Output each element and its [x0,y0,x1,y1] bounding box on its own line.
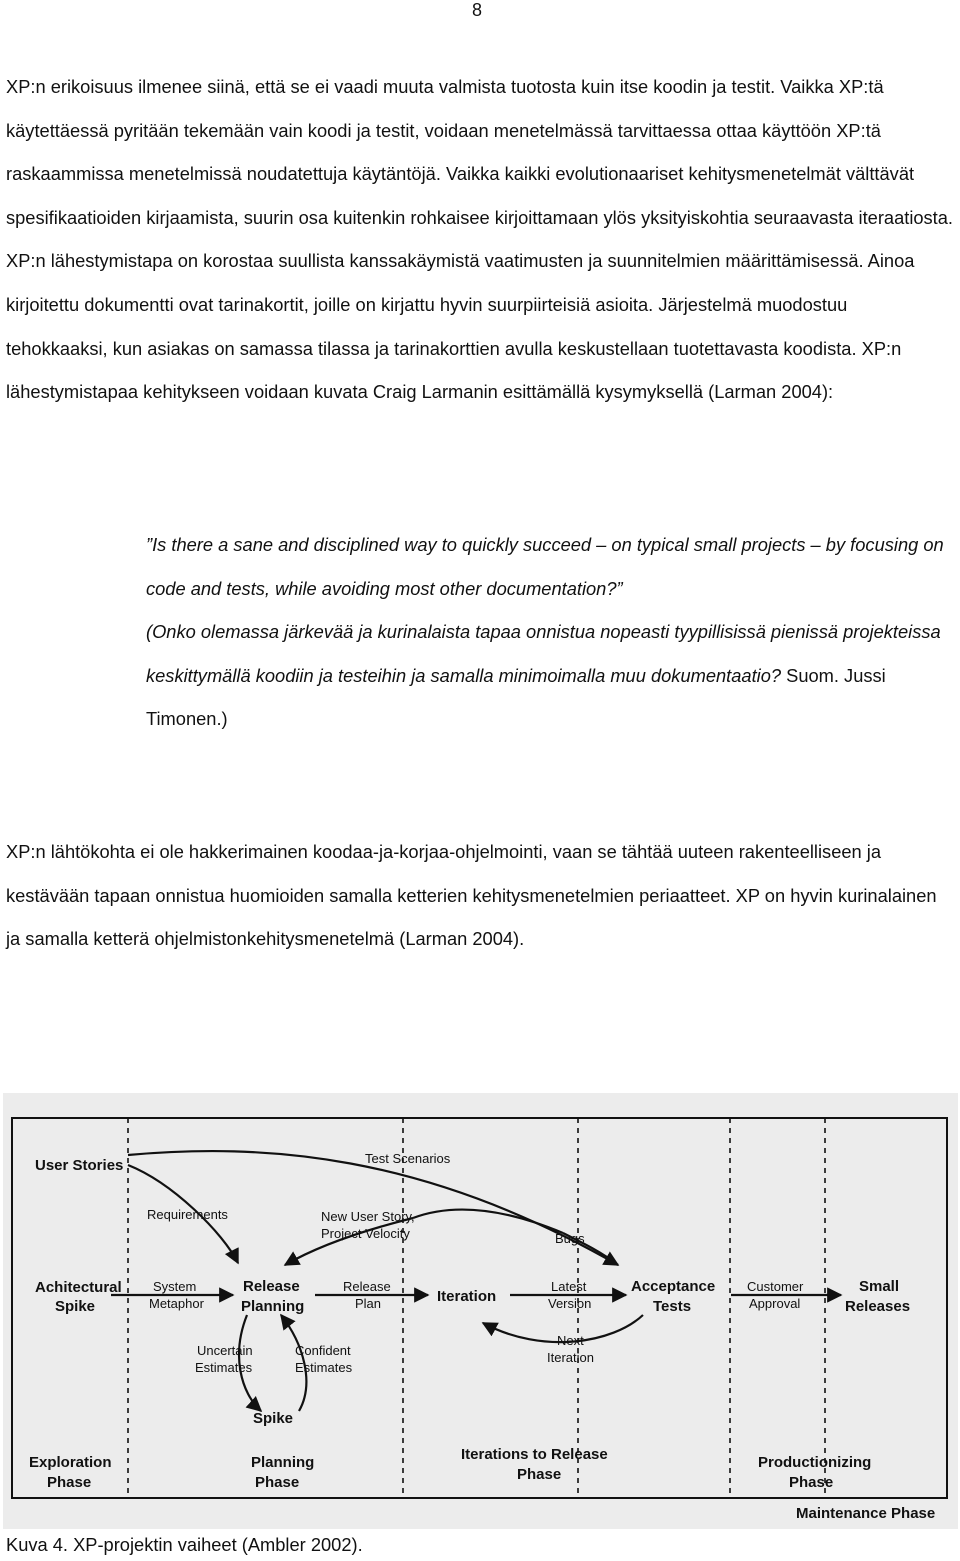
box-planning-phase: Phase [255,1474,300,1491]
box-acceptance: Acceptance [631,1278,716,1295]
xp-lifecycle-diagram [3,1093,958,1529]
label-latest: Latest [551,1279,587,1294]
paragraph-xp-starting-point: XP:n lähtökohta ei ole hakkerimainen koodaa-ja-korjaa-ohjelmointi, vaan se tähtää uuteen rakenteelliseen ja kestävään tapaan onnistua huomioiden samalla ketterien kehitysmenetelmien periaatteet. XP on hyvin kurinalainen ja samalla ketterä ohjelmistonkehitysmenetelmä (Larman 2004). [6,841,937,950]
label-next: Next [557,1333,584,1348]
box-release: Release [243,1278,300,1295]
label-uncertain-estimates: Estimates [195,1360,253,1375]
box-releases: Releases [845,1298,911,1315]
box-iterations-to-release: Iterations to Release [461,1446,608,1463]
box-planning: Planning [241,1298,305,1315]
box-productionizing: Productionizing [758,1454,872,1471]
box-planning-title: Planning [251,1454,315,1471]
paragraph-intro: XP:n erikoisuus ilmenee siinä, että se ei vaadi muuta valmista tuotosta kuin itse koodin ja testit. Vaikka XP:tä käytettäessä pyritään tekemään vain koodi ja testit, voidaan menetelmässä tarvittaessa ottaa käyttöön XP:tä raskaammissa menetelmissä noudatettuja käytäntöjä. Vaikka kaikki evolutionaariset kehitysmenetelmät välttävät spesifikaatioiden kirjaamista, suurin osa kuitenkin rohkaisee kirjoittamaan ylös yksityiskohtia seuraavasta iteraatiosta. XP:n lähestymistapa on korostaa suullista kanssakäymistä vaatimusten ja suunnitelmien määrittämisessä. Ainoa kirjoitettu dokumentti ovat tarinakortit, joille on kirjattu hyvin suurpiirteisiä asioita. Järjestelmä muodostuu tehokkaaksi, kun asiakas on samassa tilassa ja tarinakorttien avulla keskustellaan tuotettavasta koodista. XP:n lähestymistapaa kehitykseen voidaan kuvata Craig Larmanin esittämällä kysymyksellä (Larman 2004): [6,76,954,403]
quote-english: ”Is there a sane and disciplined way to quickly succeed – on typical small projects – by focusing on code and tests, while avoiding most other documentation?” [146,534,944,599]
label-version: Version [548,1296,592,1311]
label-plan: Plan [355,1296,382,1311]
box-spike: Spike [253,1410,294,1427]
label-requirements: Requirements [147,1207,228,1222]
label-bugs: Bugs [555,1231,585,1246]
box-user-stories: User Stories [35,1157,124,1174]
label-release: Release [343,1279,391,1294]
box-small: Small [859,1278,900,1295]
label-confident-estimates: Estimates [295,1360,353,1375]
box-iteration: Iteration [437,1288,497,1305]
box-maintenance-phase: Maintenance Phase [796,1505,936,1522]
box-achitectural: Achitectural [35,1279,122,1296]
label-iteration: Iteration [547,1350,594,1365]
quote-finnish-text: (Onko olemassa järkevää ja kurinalaista tapaa onnistua nopeasti tyypillisissä pienissä projekteissa keskittymällä koodiin ja testeihin ja samalla minimoimalla muu dokumentaatio? [146,621,941,686]
label-new-user-story: New User Story, [321,1209,415,1224]
box-exploration-phase: Phase [47,1474,92,1491]
label-uncertain: Uncertain [197,1343,253,1358]
box-architectural-spike: Spike [55,1298,96,1315]
xp-lifecycle-figure [3,1093,958,1529]
label-approval: Approval [749,1296,801,1311]
box-iterations-phase: Phase [517,1466,562,1483]
box-productionizing-phase: Phase [789,1474,834,1491]
quote-finnish [146,610,946,741]
label-metaphor: Metaphor [149,1296,204,1311]
label-test-scenarios: Test Scenarios [365,1151,451,1166]
arrow-bugs-back [413,1210,563,1233]
label-project-velocity: Project Velocity [321,1226,410,1241]
page-number: 8 [472,0,483,20]
quote-attribution: Suom. Jussi Timonen.) [146,664,886,730]
label-confident: Confident [295,1343,351,1358]
box-tests: Tests [653,1298,692,1315]
figure-caption: Kuva 4. XP-projektin vaiheet (Ambler 2002). [6,1534,363,1555]
box-exploration: Exploration [29,1454,112,1471]
label-system: System [153,1279,197,1294]
label-customer: Customer [747,1279,804,1294]
